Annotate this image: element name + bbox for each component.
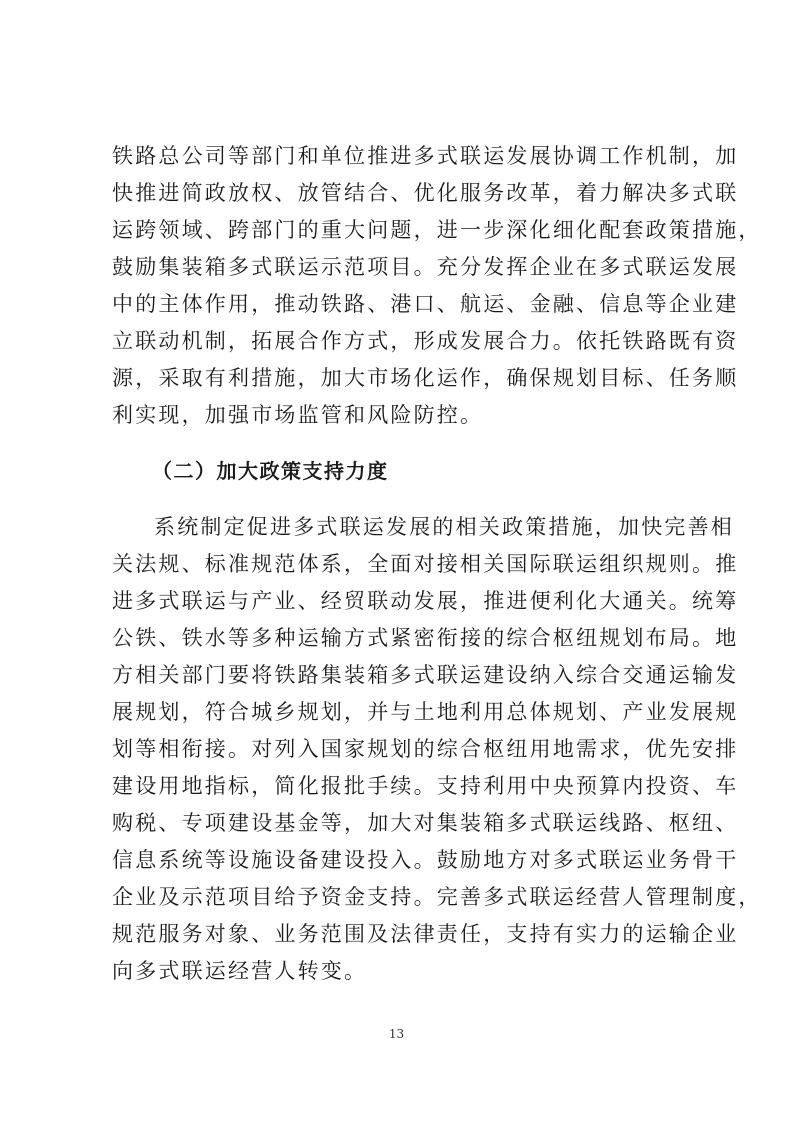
paragraph-line: 快推进简政放权、放管结合、优化服务改革，着力解决多式联: [112, 181, 739, 205]
paragraph-line: 进多式联运与产业、经贸联动发展，推进便利化大通关。统筹: [112, 589, 739, 613]
paragraph-line: 立联动机制，拓展合作方式，形成发展合力。依托铁路既有资: [112, 329, 739, 353]
section-heading: （二）加大政策支持力度: [152, 459, 389, 483]
paragraph-line: 铁路总公司等部门和单位推进多式联运发展协调工作机制，加: [112, 144, 739, 168]
paragraph-line: 关法规、标准规范体系，全面对接相关国际联运组织规则。推: [112, 552, 739, 576]
paragraph-line: 企业及示范项目给予资金支持。完善多式联运经营人管理制度，: [112, 885, 762, 909]
paragraph-line: 运跨领域、跨部门的重大问题，进一步深化细化配套政策措施，: [112, 218, 762, 242]
paragraph-1: [112, 138, 762, 434]
paragraph-line: 方相关部门要将铁路集装箱多式联运建设纳入综合交通运输发: [112, 663, 739, 687]
paragraph-line: 公铁、铁水等多种运输方式紧密衔接的综合枢纽规划布局。地: [112, 626, 739, 650]
paragraph-line: 中的主体作用，推动铁路、港口、航运、金融、信息等企业建: [112, 292, 739, 316]
paragraph-line: 建设用地指标，简化报批手续。支持利用中央预算内投资、车: [112, 774, 739, 798]
paragraph-line: 信息系统等设施设备建设投入。鼓励地方对多式联运业务骨干: [112, 848, 739, 872]
paragraph-line: 划等相衔接。对列入国家规划的综合枢纽用地需求，优先安排: [112, 737, 739, 761]
paragraph-line: 源，采取有利措施，加大市场化运作，确保规划目标、任务顺: [112, 366, 739, 390]
paragraph-line: 利实现，加强市场监管和风险防控。: [112, 403, 484, 427]
paragraph-line: 规范服务对象、业务范围及法律责任，支持有实力的运输企业: [112, 922, 739, 946]
paragraph-line: 系统制定促进多式联运发展的相关政策措施，加快完善相: [154, 515, 734, 539]
paragraph-line: 展规划，符合城乡规划，并与土地利用总体规划、产业发展规: [112, 700, 739, 724]
paragraph-line: 鼓励集装箱多式联运示范项目。充分发挥企业在多式联运发展: [112, 255, 739, 279]
paragraph-2: [112, 509, 762, 990]
page-number: 13: [388, 1027, 405, 1041]
paragraph-line: 购税、专项建设基金等，加大对集装箱多式联运线路、枢纽、: [112, 811, 739, 835]
paragraph-line: 向多式联运经营人转变。: [112, 959, 368, 983]
